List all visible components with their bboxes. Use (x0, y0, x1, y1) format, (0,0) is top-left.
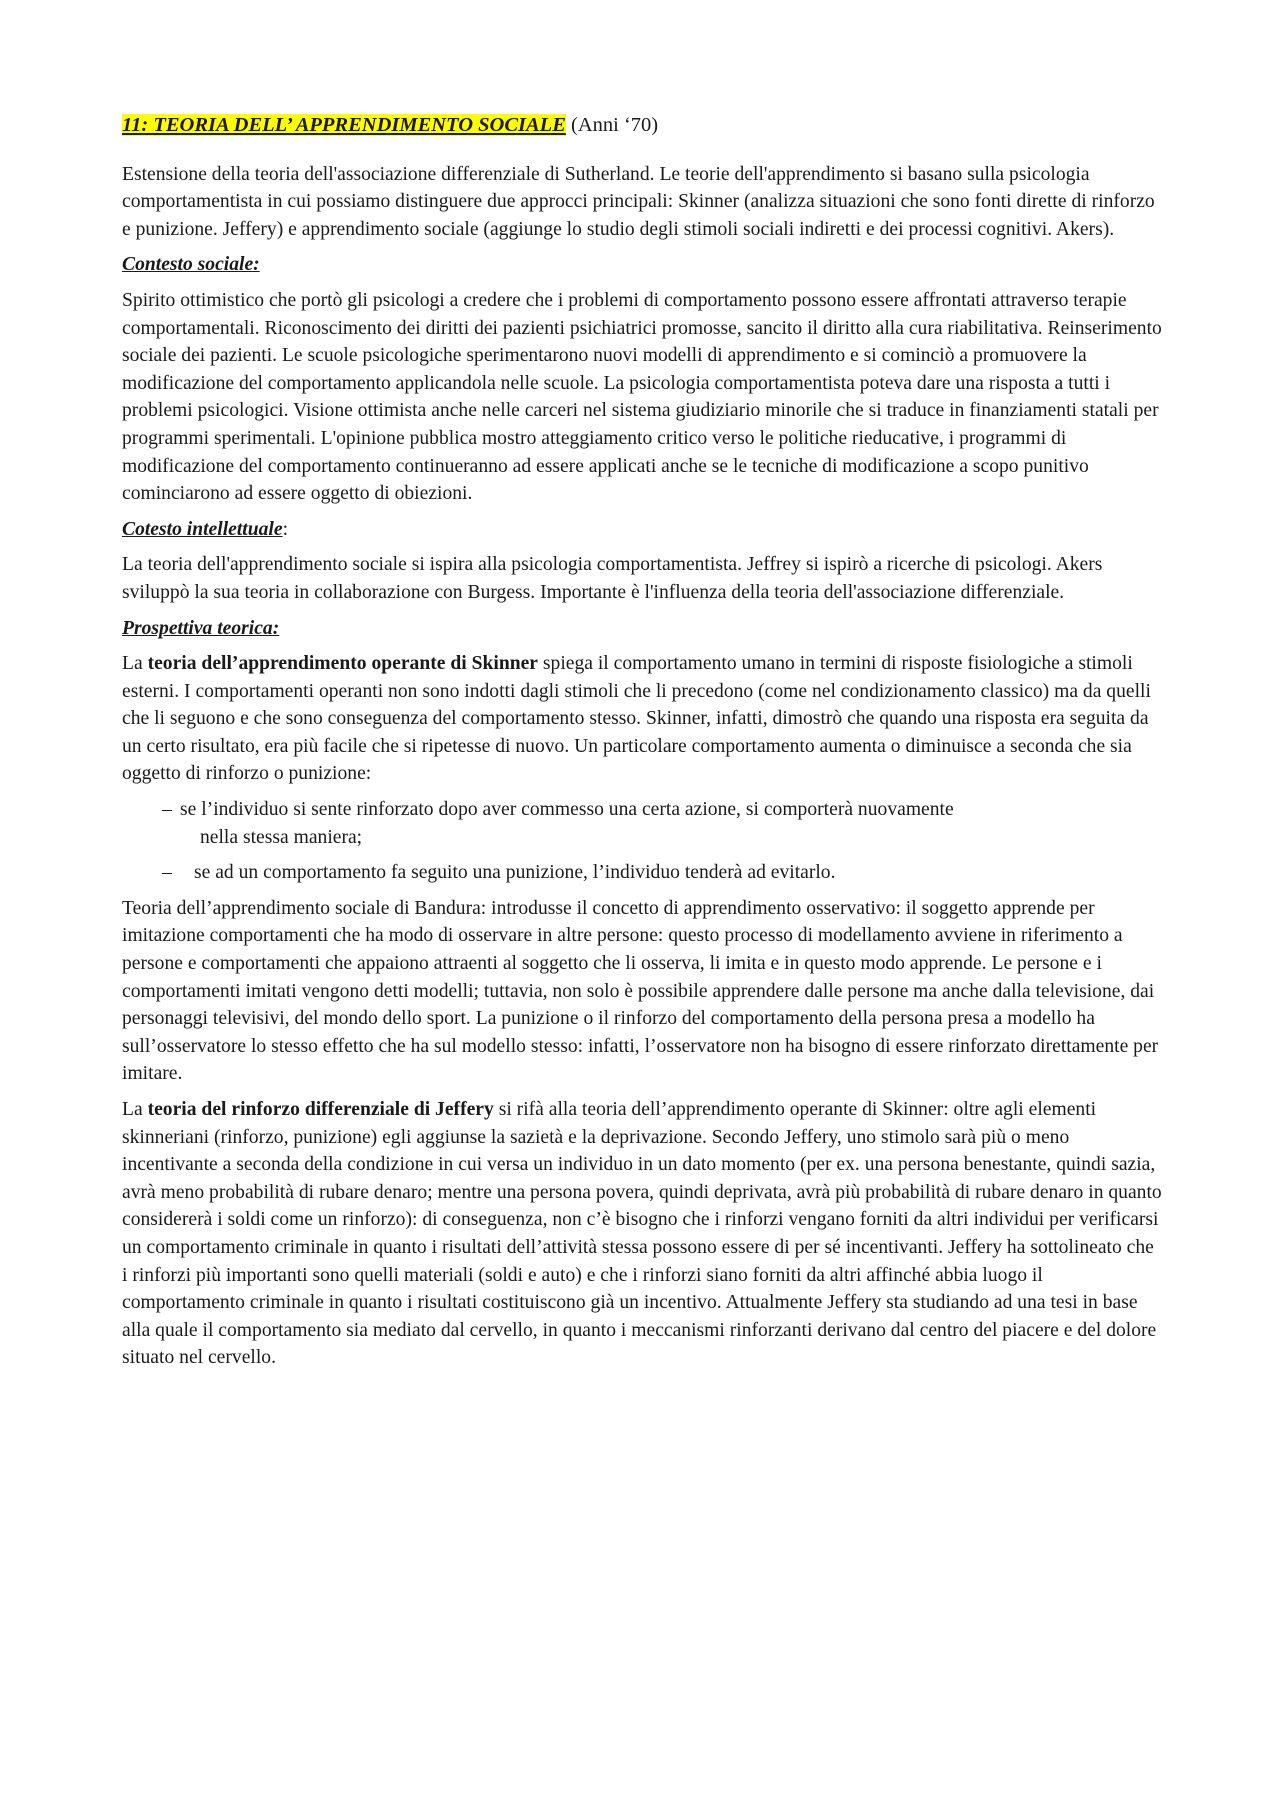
list-item (122, 796, 1162, 851)
title-suffix: (Anni ‘70) (565, 114, 659, 136)
heading-contesto-intellettuale: Cotesto intellettuale (122, 518, 283, 540)
list-item-text: se l’individuo si sente rinforzato dopo aver commesso una certa azione, si comporterà nuovamente (180, 799, 954, 821)
document-page (122, 112, 1162, 1380)
bandura-paragraph: Teoria dell’apprendimento sociale di Bandura: introdusse il concetto di apprendimento osservativo: il soggetto apprende per imitazione comportamenti che ha modo di osservare in altre persone: questo processo di modellamento avviene in riferimento a persone e comportamenti che appaiono attraenti al soggetto che li osserva, li imita e in questo modo apprende. Le persone e i comportamenti imitati vengono detti modelli; tuttavia, non solo è possibile apprendere dalle persone ma anche dalla televisione, dai personaggi televisivi, del mondo dello sport. La punizione o il rinforzo del comportamento della persona presa a modello ha sull’osservatore lo stesso effetto che ha sul modello stesso: infatti, l’osservatore non ha bisogno di essere rinforzato direttamente per imitare. (122, 897, 1159, 1085)
list-item-text-continued: nella stessa maniera; (200, 826, 363, 848)
dash-bullet: – (162, 799, 172, 821)
jeffery-text: si rifà alla teoria dell’apprendimento operante di Skinner: oltre agli elementi skinneriani (rinforzo, punizione) egli aggiunse la sazietà e la deprivazione. Secondo Jeffery, uno stimolo sarà più o meno incentivante a seconda della condizione in cui versa un individuo in un dato momento (per ex. una persona benestante, quindi sazia, avrà meno probabilità di rubare denaro; mentre una persona povera, quindi deprivata, avrà più probabilità di rubare denaro in quanto considererà i soldi come un rinforzo): di conseguenza, non c’è bisogno che i rinforzi vengano forniti da altri individui per verificarsi un comportamento criminale in quanto i risultati dell’attività stessa possono essere di per sé incentivanti. Jeffery ha sottolineato che i rinforzi più importanti sono quelli materiali (soldi e auto) e che i rinforzi siano forniti da altri affinché abbia luogo il comportamento criminale in quanto i risultati costituiscono già un incentivo. Attualmente Jeffery sta studiando ad una tesi in base alla quale il comportamento sia mediato dal cervello, in quanto i meccanismi rinforzanti derivano dal centro del piacere e del dolore situato nel cervello. (122, 1099, 1162, 1369)
title-highlighted: 11: TEORIA DELL’ APPRENDIMENTO SOCIALE (122, 114, 566, 136)
dash-bullet: – (162, 862, 172, 884)
skinner-prefix: La (122, 653, 148, 675)
skinner-paragraph (122, 650, 1162, 788)
skinner-text: spiega il comportamento umano in termini di risposte fisiologiche a stimoli esterni. I comportamenti operanti non sono indotti dagli stimoli che li precedono (come nel condizionamento classico) ma da quelli che li seguono e che sono conseguenza del comportamento stesso. Skinner, infatti, dimostrò che quando una risposta era seguita da un certo risultato, era più facile che si ripetesse di nuovo. Un particolare comportamento aumenta o diminuisce a seconda che sia oggetto di rinforzo o punizione: (122, 653, 1151, 785)
jeffery-prefix: La (122, 1099, 148, 1120)
heading-contesto-intellettuale-colon: : (282, 518, 289, 540)
document-title (122, 112, 1162, 140)
list-item (122, 859, 1162, 887)
heading-contesto-intellettuale-line (122, 516, 1162, 544)
heading-prospettiva-teorica: Prospettiva teorica: (122, 617, 280, 639)
list-item-text: se ad un comportamento fa seguito una punizione, l’individuo tenderà ad evitarlo. (194, 862, 836, 884)
skinner-bold-term: teoria dell’apprendimento operante di Skinner (147, 653, 539, 675)
heading-contesto-sociale: Contesto sociale: (122, 254, 260, 276)
contesto-sociale-paragraph: Spirito ottimistico che portò gli psicologi a credere che i problemi di comportamento possono essere affrontati attraverso terapie comportamentali. Riconoscimento dei diritti dei pazienti psichiatrici promosse, sancito il diritto alla cura riabilitativa. Reinserimento sociale dei pazienti. Le scuole psicologiche sperimentarono nuovi modelli di apprendimento e si cominciò a promuovere la modificazione del comportamento applicandola nelle scuole. La psicologia comportamentista poteva dare una risposta a tutti i problemi psicologici. Visione ottimista anche nelle carceri nel sistema giudiziario minorile che si traduce in finanziamenti statali per programmi sperimentali. L'opinione pubblica mostro atteggiamento critico verso le politiche rieducative, i programmi di modificazione del comportamento continueranno ad essere applicati anche se le tecniche di modificazione a scopo punitivo cominciarono ad essere oggetto di obiezioni. (122, 289, 1162, 505)
intro-paragraph: Estensione della teoria dell'associazione differenziale di Sutherland. Le teorie dell'apprendimento si basano sulla psicologia comportamentista in cui possiamo distinguere due approcci principali: Skinner (analizza situazioni che sono fonti dirette di rinforzo e punizione. Jeffery) e apprendimento sociale (aggiunge lo studio degli stimoli sociali indiretti e dei processi cognitivi. Akers). (122, 163, 1155, 240)
contesto-intellettuale-paragraph: La teoria dell'apprendimento sociale si ispira alla psicologia comportamentista. Jeffrey si ispirò a ricerche di psicologi. Akers sviluppò la sua teoria in collaborazione con Burgess. Importante è l'influenza della teoria dell'associazione differenziale. (122, 554, 1103, 603)
jeffery-bold-term: teoria del rinforzo differenziale di Jeffery (147, 1099, 494, 1120)
bullet-list (122, 796, 1162, 887)
jeffery-paragraph (122, 1096, 1162, 1372)
